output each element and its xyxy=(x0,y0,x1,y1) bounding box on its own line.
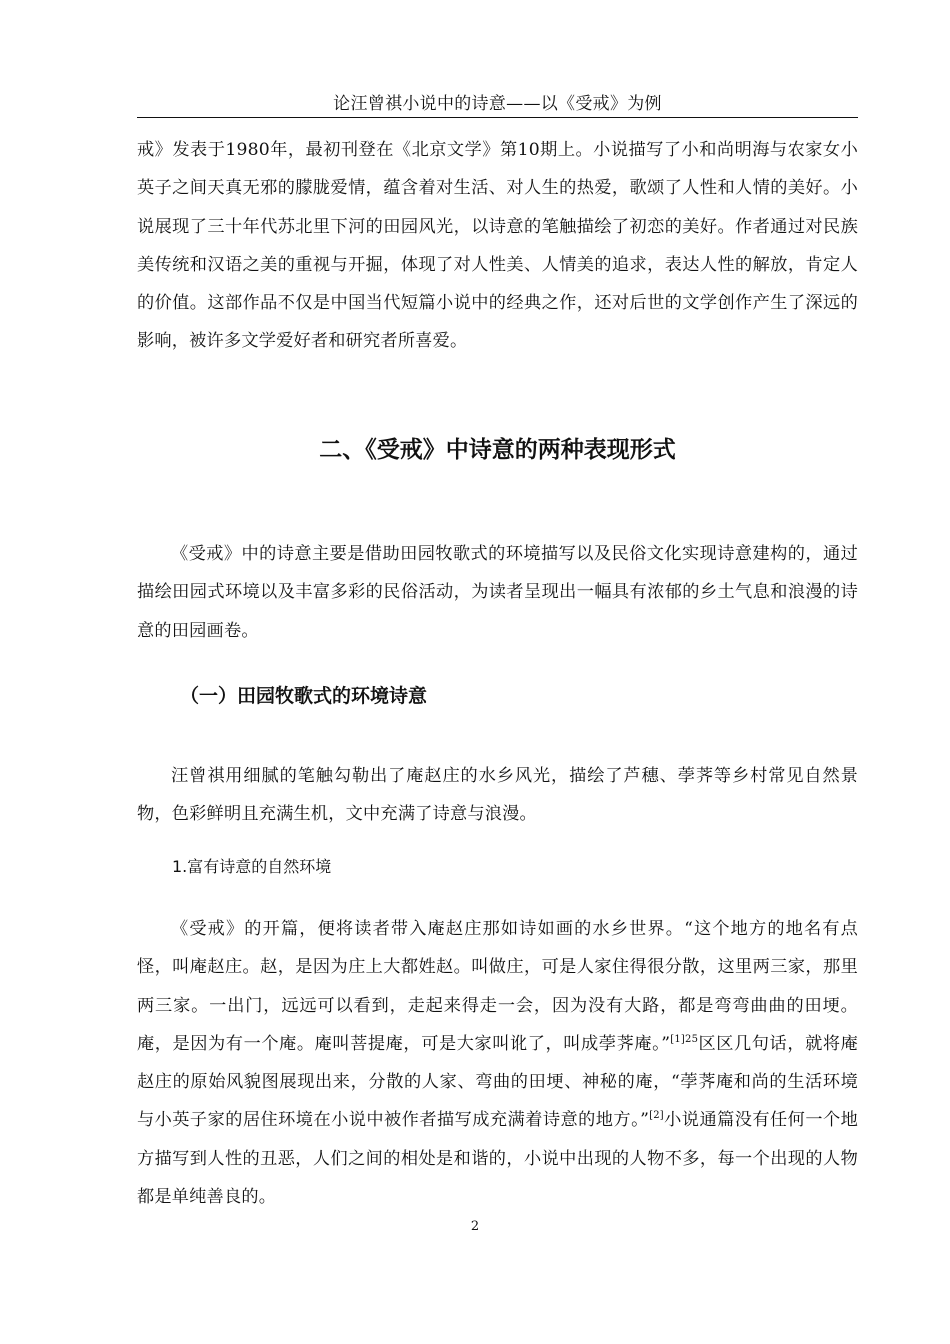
body-text-part3: 小说通篇没有任何一个地方描写到人性的丑恶，人们之间的相处是和谐的，小说中出现的人物不多，每一个出现的人物都是单纯善良的。 xyxy=(137,1110,858,1208)
subsection-heading: （一）田园牧歌式的环境诗意 xyxy=(180,685,428,707)
subsubsection-heading: 1.富有诗意的自然环境 xyxy=(172,857,332,876)
intro-paragraph: 戒》发表于1980年，最初刊登在《北京文学》第10期上。小说描写了小和尚明海与农家女小英子之间天真无邪的朦胧爱情，蕴含着对生活、对人生的热爱，歌颂了人性和人情的美好。小说展现了三十年代苏北里下河的田园风光，以诗意的笔触描绘了初恋的美好。作者通过对民族美传统和汉语之美的重视与开掘，体现了对人性美、人情美的追求，表达人性的解放，肯定人的价值。这部作品不仅是中国当代短篇小说中的经典之作，还对后世的文学创作产生了深远的影响，被许多文学爱好者和研究者所喜爱。 xyxy=(137,140,858,352)
citation-2: [2] xyxy=(649,1110,664,1122)
body-paragraph xyxy=(137,910,858,1216)
body-text-part2: 区区几句话，就将庵赵庄的原始风貌图展现出来，分散的人家、弯曲的田埂、神秘的庵，“荸荠庵和尚的生活环境与小英子家的居住环境在小说中被作者描写成充满着诗意的地方。” xyxy=(137,1033,858,1131)
header-rule xyxy=(137,117,858,118)
section-heading: 二、《受戒》中诗意的两种表现形式 xyxy=(319,437,676,463)
running-header: 论汪曾祺小说中的诗意——以《受戒》为例 xyxy=(333,94,662,114)
body-text-part1: 《受戒》的开篇，便将读者带入庵赵庄那如诗如画的水乡世界。“这个地方的地名有点怪，叫庵赵庄。赵，是因为庄上大都姓赵。叫做庄，可是人家住得很分散，这里两三家，那里两三家。一出门，远远可以看到，走起来得走一会，因为没有大路，都是弯弯曲曲的田埂。庵，是因为有一个庵。庵叫菩提庵，可是大家叫讹了，叫成荸荠庵。” xyxy=(137,919,858,1054)
subsection-paragraph: 汪曾祺用细腻的笔触勾勒出了庵赵庄的水乡风光，描绘了芦穗、荸荠等乡村常见自然景物，色彩鲜明且充满生机，文中充满了诗意与浪漫。 xyxy=(137,766,858,825)
page-number: 2 xyxy=(470,1219,480,1234)
section-paragraph: 《受戒》中的诗意主要是借助田园牧歌式的环境描写以及民俗文化实现诗意建构的，通过描绘田园式环境以及丰富多彩的民俗活动，为读者呈现出一幅具有浓郁的乡土气息和浪漫的诗意的田园画卷。 xyxy=(137,544,858,641)
citation-1: [1]25 xyxy=(670,1033,699,1045)
